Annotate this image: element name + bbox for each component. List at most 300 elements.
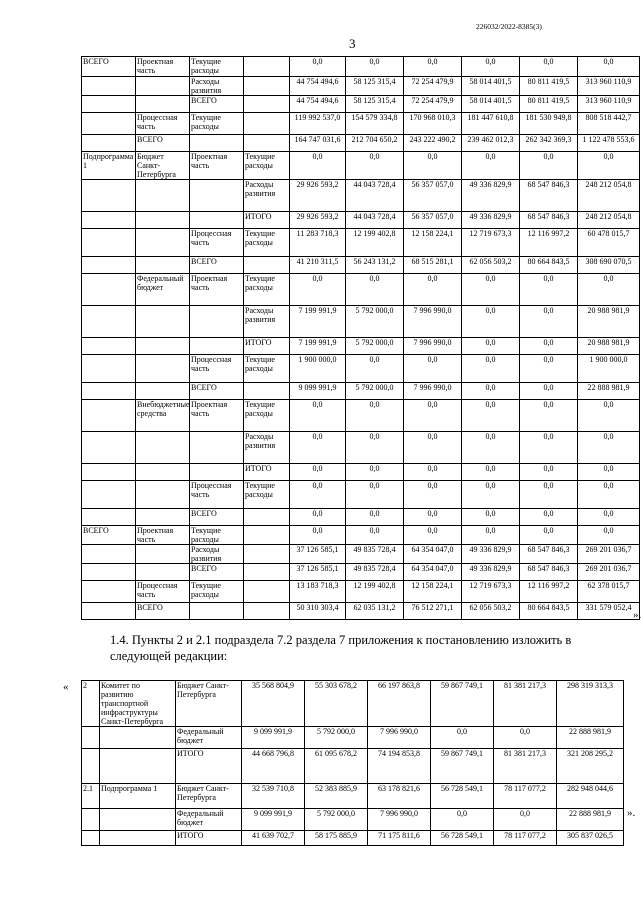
table-label-cell [190, 432, 244, 464]
table-value-cell: 20 988 981,9 [578, 306, 640, 338]
table-value-cell: 44 043 728,4 [346, 180, 404, 212]
table-label-cell [136, 509, 190, 526]
table-value-cell: 0,0 [520, 432, 578, 464]
table-label-cell: Федеральный бюджет [176, 809, 242, 831]
table-label-cell [136, 257, 190, 274]
table-value-cell: 12 116 997,2 [520, 229, 578, 257]
table-label-cell [244, 135, 290, 152]
table-value-cell: 7 996 990,0 [368, 809, 431, 831]
table-value-cell: 55 303 678,2 [305, 681, 368, 727]
table-value-cell: 0,0 [404, 481, 462, 509]
table-value-cell: 313 960 110,9 [578, 77, 640, 96]
table-value-cell: 331 579 052,4 [578, 603, 640, 620]
table-label-cell [244, 77, 290, 96]
table-label-cell: ВСЕГО [190, 257, 244, 274]
table-value-cell: 0,0 [290, 57, 346, 77]
table-value-cell: 68 515 281,1 [404, 257, 462, 274]
table-value-cell: 22 888 981,9 [578, 383, 640, 400]
table-value-cell: 0,0 [462, 355, 520, 383]
table-value-cell: 269 201 036,7 [578, 564, 640, 581]
table-row [82, 338, 640, 355]
table-label-cell [244, 96, 290, 113]
table-value-cell: 13 183 718,3 [290, 581, 346, 603]
table-value-cell: 7 996 990,0 [404, 383, 462, 400]
table-value-cell: 50 310 303,4 [290, 603, 346, 620]
table-value-cell: 0,0 [578, 464, 640, 481]
table-value-cell: 0,0 [462, 338, 520, 355]
table-value-cell: 20 988 981,9 [578, 338, 640, 355]
table-value-cell: 248 212 054,8 [578, 212, 640, 229]
table-label-cell: ВСЕГО [136, 135, 190, 152]
table-value-cell: 119 992 537,0 [290, 113, 346, 135]
table-label-cell: Проектная часть [190, 152, 244, 180]
table-value-cell: 0,0 [431, 727, 494, 749]
table-value-cell: 0,0 [520, 57, 578, 77]
table-label-cell: Расходы развития [244, 180, 290, 212]
table-row [82, 545, 640, 564]
table-value-cell: 0,0 [431, 809, 494, 831]
table-value-cell: 0,0 [578, 400, 640, 432]
table-row [82, 212, 640, 229]
table-value-cell: 0,0 [578, 526, 640, 545]
table-label-cell: 2.1 [82, 784, 100, 809]
table-label-cell [190, 464, 244, 481]
table-value-cell: 0,0 [346, 152, 404, 180]
table-row [82, 681, 624, 727]
table-label-cell [82, 383, 136, 400]
table-value-cell: 5 792 000,0 [346, 383, 404, 400]
table-label-cell: Текущие расходы [244, 400, 290, 432]
table-label-cell [100, 809, 176, 831]
table-label-cell: ВСЕГО [82, 57, 136, 77]
table-value-cell: 0,0 [462, 464, 520, 481]
table-row [82, 526, 640, 545]
table-value-cell: 7 996 990,0 [404, 338, 462, 355]
table-value-cell: 0,0 [404, 274, 462, 306]
table-label-cell [82, 400, 136, 432]
table-value-cell: 9 099 991,9 [242, 809, 305, 831]
table-value-cell: 305 837 026,5 [557, 831, 624, 846]
table-value-cell: 0,0 [290, 481, 346, 509]
table-value-cell: 0,0 [578, 432, 640, 464]
table-value-cell: 7 199 991,9 [290, 338, 346, 355]
table-value-cell: 0,0 [290, 464, 346, 481]
table-value-cell: 0,0 [346, 526, 404, 545]
table-value-cell: 0,0 [290, 509, 346, 526]
table-value-cell: 0,0 [520, 306, 578, 338]
table-value-cell: 808 518 442,7 [578, 113, 640, 135]
table-label-cell [82, 603, 136, 620]
table-value-cell: 68 547 846,3 [520, 545, 578, 564]
table-label-cell: Процессная часть [190, 229, 244, 257]
table-label-cell: ВСЕГО [190, 509, 244, 526]
table-value-cell: 0,0 [578, 57, 640, 77]
table-label-cell: Расходы развития [244, 432, 290, 464]
financing-table-1 [81, 56, 640, 620]
table-value-cell: 7 199 991,9 [290, 306, 346, 338]
table-row [82, 180, 640, 212]
table-label-cell: Расходы развития [244, 306, 290, 338]
table-label-cell [136, 306, 190, 338]
table-value-cell: 44 668 796,8 [242, 749, 305, 784]
table-label-cell: Проектная часть [190, 274, 244, 306]
table-value-cell: 321 208 295,2 [557, 749, 624, 784]
table-label-cell: Текущие расходы [190, 57, 244, 77]
table-value-cell: 12 199 402,8 [346, 229, 404, 257]
table-label-cell: ВСЕГО [82, 526, 136, 545]
table-value-cell: 68 547 846,3 [520, 564, 578, 581]
table-value-cell: 0,0 [494, 727, 557, 749]
table-value-cell: 29 926 593,2 [290, 212, 346, 229]
table-label-cell [82, 77, 136, 96]
table-row [82, 229, 640, 257]
table-value-cell: 5 792 000,0 [346, 306, 404, 338]
table-value-cell: 78 117 077,2 [494, 831, 557, 846]
table-label-cell [136, 229, 190, 257]
closing-quote: ». [633, 609, 641, 621]
table-label-cell [136, 338, 190, 355]
table-value-cell: 0,0 [520, 400, 578, 432]
table-value-cell: 81 381 217,3 [494, 749, 557, 784]
table-value-cell: 58 014 401,5 [462, 77, 520, 96]
table-value-cell: 0,0 [290, 152, 346, 180]
table-label-cell: Проектная часть [136, 57, 190, 77]
table-value-cell: 298 319 313,3 [557, 681, 624, 727]
table-value-cell: 64 354 047,0 [404, 545, 462, 564]
table-label-cell: ВСЕГО [190, 383, 244, 400]
table-value-cell: 0,0 [462, 383, 520, 400]
table-value-cell: 0,0 [404, 526, 462, 545]
table-value-cell: 0,0 [494, 809, 557, 831]
table-value-cell: 0,0 [520, 338, 578, 355]
table-value-cell: 80 664 843,5 [520, 603, 578, 620]
table-label-cell: Текущие расходы [244, 355, 290, 383]
table-value-cell: 62 378 015,7 [578, 581, 640, 603]
table-value-cell: 64 354 047,0 [404, 564, 462, 581]
table-label-cell [190, 212, 244, 229]
table-value-cell: 61 095 678,2 [305, 749, 368, 784]
table-value-cell: 0,0 [346, 432, 404, 464]
table-value-cell: 0,0 [462, 274, 520, 306]
table-label-cell: Подпрограмма 1 [82, 152, 136, 180]
table-label-cell [136, 564, 190, 581]
table-value-cell: 49 835 728,4 [346, 545, 404, 564]
table-label-cell: Текущие расходы [244, 229, 290, 257]
table-value-cell: 0,0 [404, 509, 462, 526]
table-value-cell: 22 888 981,9 [557, 727, 624, 749]
table-label-cell: Расходы развития [190, 77, 244, 96]
table-label-cell: Процессная часть [136, 113, 190, 135]
table-label-cell: Текущие расходы [190, 113, 244, 135]
table-value-cell: 80 664 843,5 [520, 257, 578, 274]
table-value-cell: 56 357 057,0 [404, 212, 462, 229]
table-value-cell: 52 383 885,9 [305, 784, 368, 809]
table-row [82, 432, 640, 464]
table-value-cell: 12 158 224,1 [404, 581, 462, 603]
table-row [82, 57, 640, 77]
table-label-cell [244, 526, 290, 545]
table-value-cell: 0,0 [290, 526, 346, 545]
table-label-cell [136, 96, 190, 113]
table-label-cell [244, 545, 290, 564]
table-value-cell: 1 900 000,0 [290, 355, 346, 383]
table-label-cell [82, 749, 100, 784]
table-label-cell [82, 274, 136, 306]
table-label-cell [82, 464, 136, 481]
table-label-cell: ИТОГО [176, 831, 242, 846]
table-row [82, 257, 640, 274]
table-value-cell: 0,0 [290, 400, 346, 432]
table-value-cell: 262 342 369,3 [520, 135, 578, 152]
table-label-cell: Процессная часть [190, 481, 244, 509]
table-value-cell: 0,0 [520, 509, 578, 526]
table-label-cell [82, 481, 136, 509]
table-value-cell: 0,0 [346, 464, 404, 481]
closing-quote-2: ». [627, 807, 636, 819]
table-value-cell: 154 579 334,8 [346, 113, 404, 135]
table-label-cell [244, 603, 290, 620]
table-value-cell: 0,0 [578, 152, 640, 180]
table-value-cell: 22 888 981,9 [557, 809, 624, 831]
table-row [82, 464, 640, 481]
table-value-cell: 7 996 990,0 [368, 727, 431, 749]
table-row [82, 509, 640, 526]
opening-quote: « [63, 681, 69, 693]
document-number: 226032/2022-8385(3) [476, 22, 542, 31]
table-label-cell: Текущие расходы [244, 481, 290, 509]
table-value-cell: 0,0 [404, 464, 462, 481]
table-value-cell: 62 056 503,2 [462, 603, 520, 620]
table-label-cell: Бюджет Санкт-Петербурга [176, 784, 242, 809]
table-value-cell: 29 926 593,2 [290, 180, 346, 212]
table-value-cell: 68 547 846,3 [520, 212, 578, 229]
table-value-cell: 282 948 044,6 [557, 784, 624, 809]
table-value-cell: 243 222 490,2 [404, 135, 462, 152]
table-value-cell: 0,0 [404, 152, 462, 180]
table-row [82, 274, 640, 306]
table-label-cell [244, 257, 290, 274]
table-value-cell: 56 728 549,1 [431, 831, 494, 846]
table-value-cell: 32 539 710,8 [242, 784, 305, 809]
table-value-cell: 58 125 315,4 [346, 77, 404, 96]
table-value-cell: 0,0 [578, 274, 640, 306]
table-value-cell: 49 835 728,4 [346, 564, 404, 581]
table-value-cell: 1 122 478 553,6 [578, 135, 640, 152]
table-label-cell [82, 306, 136, 338]
table-value-cell: 181 447 610,8 [462, 113, 520, 135]
table-label-cell: ВСЕГО [136, 603, 190, 620]
table-value-cell: 59 867 749,1 [431, 749, 494, 784]
table-value-cell: 0,0 [346, 274, 404, 306]
table-label-cell [82, 809, 100, 831]
table-value-cell: 35 568 804,9 [242, 681, 305, 727]
table-value-cell: 0,0 [520, 355, 578, 383]
table-value-cell: 0,0 [520, 383, 578, 400]
table-label-cell [82, 564, 136, 581]
table-value-cell: 0,0 [462, 509, 520, 526]
table-row [82, 564, 640, 581]
table-row [82, 77, 640, 96]
table-value-cell: 68 547 846,3 [520, 180, 578, 212]
table-value-cell: 0,0 [462, 400, 520, 432]
table-row [82, 96, 640, 113]
table-value-cell: 37 126 585,1 [290, 564, 346, 581]
table-value-cell: 81 381 217,3 [494, 681, 557, 727]
table-label-cell: Бюджет Санкт-Петербурга [176, 681, 242, 727]
table-value-cell: 0,0 [346, 57, 404, 77]
table-value-cell: 12 199 402,8 [346, 581, 404, 603]
table-label-cell [244, 509, 290, 526]
table-row [82, 355, 640, 383]
table-label-cell [190, 180, 244, 212]
table-label-cell [82, 212, 136, 229]
table-label-cell [82, 113, 136, 135]
table-label-cell [244, 383, 290, 400]
table-value-cell: 0,0 [462, 526, 520, 545]
table-value-cell: 7 996 990,0 [404, 306, 462, 338]
table-value-cell: 37 126 585,1 [290, 545, 346, 564]
table-value-cell: 80 811 419,5 [520, 96, 578, 113]
table-row [82, 113, 640, 135]
table-label-cell: Процессная часть [136, 581, 190, 603]
table-row [82, 481, 640, 509]
table-label-cell [82, 355, 136, 383]
table-value-cell: 0,0 [404, 57, 462, 77]
table-label-cell: Бюджет Санкт-Петербурга [136, 152, 190, 180]
table-value-cell: 0,0 [404, 355, 462, 383]
table-value-cell: 0,0 [520, 464, 578, 481]
table-value-cell: 181 530 949,8 [520, 113, 578, 135]
table-value-cell: 49 336 829,9 [462, 180, 520, 212]
table-label-cell [190, 603, 244, 620]
table-value-cell: 5 792 000,0 [346, 338, 404, 355]
table-value-cell: 0,0 [290, 432, 346, 464]
table-value-cell: 56 357 057,0 [404, 180, 462, 212]
table-value-cell: 0,0 [520, 481, 578, 509]
table-value-cell: 58 175 885,9 [305, 831, 368, 846]
table-label-cell [82, 257, 136, 274]
table-label-cell: Федеральный бюджет [176, 727, 242, 749]
table-value-cell: 78 117 077,2 [494, 784, 557, 809]
table-value-cell: 74 194 853,8 [368, 749, 431, 784]
table-label-cell [100, 831, 176, 846]
table-value-cell: 62 035 131,2 [346, 603, 404, 620]
table-value-cell: 0,0 [290, 274, 346, 306]
table-label-cell: Проектная часть [136, 526, 190, 545]
table-row [82, 603, 640, 620]
table-row [82, 400, 640, 432]
table-value-cell: 12 719 673,3 [462, 229, 520, 257]
table-label-cell [82, 180, 136, 212]
table-value-cell: 0,0 [462, 152, 520, 180]
table-label-cell [244, 113, 290, 135]
table-value-cell: 72 254 479,9 [404, 96, 462, 113]
table-value-cell: 0,0 [578, 509, 640, 526]
table-label-cell [136, 355, 190, 383]
table-value-cell: 0,0 [404, 400, 462, 432]
table-label-cell [100, 727, 176, 749]
table-label-cell [136, 212, 190, 229]
table-label-cell: Текущие расходы [190, 526, 244, 545]
table-value-cell: 5 792 000,0 [305, 809, 368, 831]
table-row [82, 581, 640, 603]
table-label-cell [136, 383, 190, 400]
table-row [82, 152, 640, 180]
table-value-cell: 1 900 000,0 [578, 355, 640, 383]
table-label-cell: 2 [82, 681, 100, 727]
table-value-cell: 269 201 036,7 [578, 545, 640, 564]
table-value-cell: 170 968 010,3 [404, 113, 462, 135]
table-value-cell: 0,0 [346, 400, 404, 432]
table-label-cell: ВСЕГО [190, 96, 244, 113]
table-label-cell [82, 727, 100, 749]
table-value-cell: 9 099 991,9 [290, 383, 346, 400]
table-value-cell: 62 056 503,2 [462, 257, 520, 274]
table-value-cell: 212 704 650,2 [346, 135, 404, 152]
table-label-cell [136, 432, 190, 464]
table-label-cell [136, 77, 190, 96]
table-label-cell [244, 564, 290, 581]
table-value-cell: 0,0 [346, 355, 404, 383]
table-value-cell: 58 125 315,4 [346, 96, 404, 113]
table-row [82, 831, 624, 846]
table-label-cell [244, 57, 290, 77]
table-label-cell [136, 464, 190, 481]
table-value-cell: 60 478 015,7 [578, 229, 640, 257]
table-value-cell: 0,0 [462, 306, 520, 338]
table-row [82, 383, 640, 400]
table-label-cell: Проектная часть [190, 400, 244, 432]
table-label-cell: ИТОГО [244, 338, 290, 355]
table-label-cell: ИТОГО [244, 212, 290, 229]
table-label-cell: Внебюджетные средства [136, 400, 190, 432]
table-value-cell: 49 336 829,9 [462, 564, 520, 581]
table-label-cell [82, 135, 136, 152]
table-label-cell [244, 581, 290, 603]
table-value-cell: 248 212 054,8 [578, 180, 640, 212]
table-label-cell [82, 432, 136, 464]
table-value-cell: 56 728 549,1 [431, 784, 494, 809]
table-value-cell: 49 336 829,9 [462, 545, 520, 564]
table-label-cell [190, 135, 244, 152]
table-value-cell: 0,0 [520, 152, 578, 180]
table-value-cell: 0,0 [462, 481, 520, 509]
table-label-cell [100, 749, 176, 784]
financing-table-2 [81, 680, 624, 846]
table-label-cell: Текущие расходы [190, 581, 244, 603]
table-row [82, 727, 624, 749]
table-value-cell: 308 690 070,5 [578, 257, 640, 274]
table-value-cell: 49 336 829,9 [462, 212, 520, 229]
table-label-cell: Расходы развития [190, 545, 244, 564]
table-value-cell: 41 210 311,5 [290, 257, 346, 274]
table-value-cell: 0,0 [404, 432, 462, 464]
table-row [82, 306, 640, 338]
table-row [82, 749, 624, 784]
table-value-cell: 313 960 110,9 [578, 96, 640, 113]
table-value-cell: 66 197 863,8 [368, 681, 431, 727]
table-value-cell: 0,0 [346, 481, 404, 509]
table-value-cell: 0,0 [462, 57, 520, 77]
table-label-cell [82, 229, 136, 257]
table-value-cell: 0,0 [520, 274, 578, 306]
table-value-cell: 58 014 401,5 [462, 96, 520, 113]
table-value-cell: 12 158 224,1 [404, 229, 462, 257]
table-value-cell: 44 754 494,6 [290, 96, 346, 113]
table-value-cell: 59 867 749,1 [431, 681, 494, 727]
table-row [82, 784, 624, 809]
table-label-cell: ВСЕГО [190, 564, 244, 581]
